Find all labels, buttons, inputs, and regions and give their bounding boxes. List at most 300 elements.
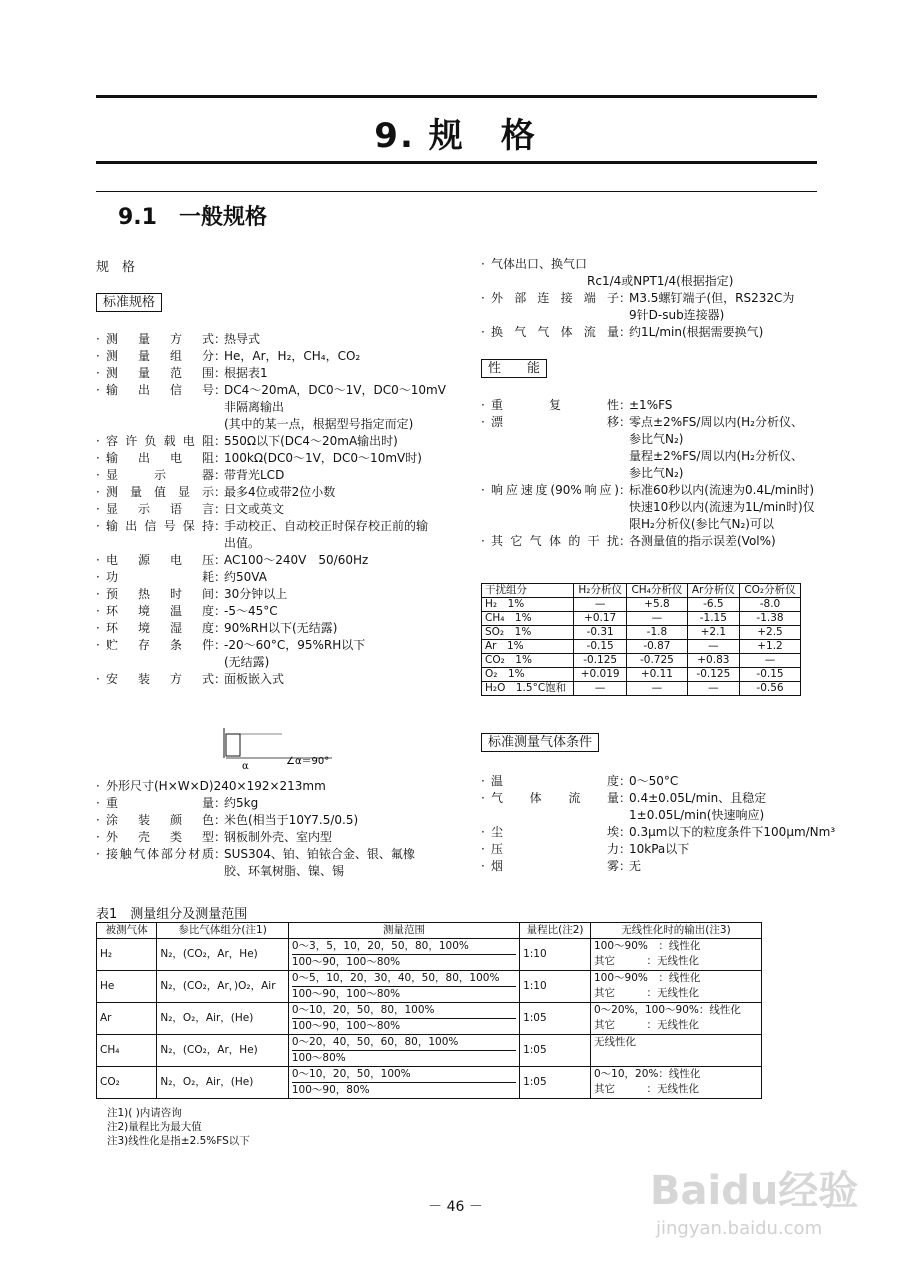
range-line: 100～90，100～80% bbox=[292, 986, 516, 1002]
colon: ： bbox=[619, 791, 632, 805]
spec-row bbox=[96, 795, 466, 812]
spec-row bbox=[96, 518, 466, 552]
table1-row bbox=[97, 939, 762, 971]
spec-value-line: 10kPa以下 bbox=[629, 842, 690, 856]
spec-value-line: 0～50°C bbox=[629, 774, 679, 788]
spec-key: 环境湿度 bbox=[106, 621, 214, 635]
spec-value bbox=[224, 484, 466, 501]
spec-key: 预热时间 bbox=[106, 587, 214, 601]
spec-row bbox=[481, 773, 821, 790]
spec-row bbox=[96, 671, 466, 688]
chapter-top-rule bbox=[96, 95, 817, 98]
colon: ： bbox=[214, 570, 227, 584]
spec-key: 容许负载电阻 bbox=[106, 434, 214, 448]
spec-value bbox=[224, 846, 466, 880]
bullet: · bbox=[481, 774, 485, 788]
interference-cell: — bbox=[687, 682, 739, 696]
spec-value-line: SUS304、铂、铂铱合金、银、氟橡 bbox=[224, 847, 415, 861]
table1-ratio-cell: 1:05 bbox=[520, 1003, 591, 1035]
spec-key: 重量 bbox=[106, 796, 214, 810]
colon: ： bbox=[214, 434, 227, 448]
colon: ： bbox=[214, 451, 227, 465]
spec-key: 安装方式 bbox=[106, 672, 214, 686]
spec-key: 涂装颜色 bbox=[106, 813, 214, 827]
spec-value bbox=[224, 552, 466, 569]
interference-cell: H₂ 1% bbox=[482, 598, 574, 612]
spec-key: 显示语言 bbox=[106, 502, 214, 516]
spec-value-line: 日文或英文 bbox=[224, 502, 285, 516]
spec-value-line: 零点±2%FS/周以内(H₂分析仪、 bbox=[629, 415, 803, 429]
bullet: · bbox=[481, 859, 485, 873]
spec-value-line: 带背光LCD bbox=[224, 468, 285, 482]
performance-spec-list bbox=[481, 397, 821, 550]
table1-header-row bbox=[97, 923, 762, 939]
spec-row bbox=[96, 552, 466, 569]
spec-key: 压力 bbox=[491, 842, 619, 856]
range-line: 0～10，20，50，80，100% bbox=[291, 1004, 435, 1016]
lin-line: 0～20%，100～90%：线性化 bbox=[593, 1004, 741, 1016]
spec-value bbox=[224, 795, 466, 812]
spec-row bbox=[96, 365, 466, 382]
spec-key: 电源电压 bbox=[106, 553, 214, 567]
interference-cell: -0.87 bbox=[627, 640, 688, 654]
interference-cell: — bbox=[574, 598, 627, 612]
spec-value-line: 0.4±0.05L/min、且稳定 bbox=[629, 791, 767, 805]
bullet: · bbox=[96, 587, 100, 601]
spec-row bbox=[481, 841, 821, 858]
interference-header-row bbox=[482, 584, 801, 598]
table1-range-cell bbox=[288, 1003, 519, 1035]
interference-header-cell: Ar分析仪 bbox=[687, 584, 739, 598]
spec-value bbox=[224, 812, 466, 829]
spec-value-line: -20～60°C，95%RH以下 bbox=[224, 638, 366, 652]
bullet: · bbox=[481, 842, 485, 856]
spec-value bbox=[224, 518, 466, 552]
colon: ： bbox=[214, 502, 227, 516]
spec-value-line: 钢板制外壳、室内型 bbox=[224, 830, 333, 844]
note-line: 注1)( )内请咨询 bbox=[107, 1107, 182, 1119]
table1-row bbox=[97, 971, 762, 1003]
table1-gas-cell: CH₄ bbox=[97, 1035, 157, 1067]
spec-value-line: 30分钟以上 bbox=[224, 587, 288, 601]
spec-key: 温度 bbox=[491, 774, 619, 788]
bullet: · bbox=[96, 434, 100, 448]
interference-cell: +0.019 bbox=[574, 668, 627, 682]
spec-key: 烟雾 bbox=[491, 859, 619, 873]
table1-ratio-cell: 1:05 bbox=[520, 1035, 591, 1067]
spec-row bbox=[96, 812, 466, 829]
colon: ： bbox=[214, 587, 227, 601]
section-rule bbox=[96, 191, 817, 192]
spec-value bbox=[224, 467, 466, 484]
spec-value bbox=[224, 348, 466, 365]
spec-key: 外形尺寸(H×W×D) bbox=[106, 779, 214, 793]
spec-value-line: 约5kg bbox=[224, 796, 259, 810]
bullet: · bbox=[96, 847, 100, 861]
spec-value-line: 参比气N₂) bbox=[629, 466, 684, 480]
colon: ： bbox=[619, 842, 632, 856]
colon: ： bbox=[214, 672, 227, 686]
note-line: 注3)线性化是指±2.5%FS以下 bbox=[107, 1135, 250, 1147]
spec-value-line: 参比气N₂) bbox=[629, 432, 684, 446]
bullet: · bbox=[481, 325, 485, 339]
spec-row bbox=[481, 256, 821, 290]
interference-row bbox=[482, 598, 801, 612]
spec-key: 漂移 bbox=[491, 415, 619, 429]
spec-value-line: AC100～240V 50/60Hz bbox=[224, 553, 369, 567]
range-line: 100～90，100～80% bbox=[292, 954, 516, 970]
interference-row bbox=[482, 612, 801, 626]
spec-key: 外壳类型 bbox=[106, 830, 214, 844]
table1-ref-cell: N₂，(CO₂，Ar，He) bbox=[157, 939, 289, 971]
bullet: · bbox=[481, 415, 485, 429]
spec-value bbox=[629, 841, 821, 858]
colon: ： bbox=[619, 291, 632, 305]
spec-value-line: 手动校正、自动校正时保存校正前的输 bbox=[224, 519, 429, 533]
interference-cell: +0.83 bbox=[687, 654, 739, 668]
interference-cell: Ar 1% bbox=[482, 640, 574, 654]
spec-value-line: 量程±2%FS/周以内(H₂分析仪、 bbox=[629, 449, 803, 463]
colon: ： bbox=[619, 859, 632, 873]
interference-cell: -6.5 bbox=[687, 598, 739, 612]
standard-spec-label: 标准规格 bbox=[96, 293, 162, 312]
spec-value-line: 9针D-sub连接器) bbox=[629, 308, 725, 322]
interference-cell: -0.725 bbox=[627, 654, 688, 668]
spec-row bbox=[481, 790, 821, 824]
spec-row bbox=[481, 414, 821, 482]
spec-value-line: He，Ar，H₂，CH₄，CO₂ bbox=[224, 349, 361, 363]
spec-row bbox=[96, 778, 466, 795]
colon: ： bbox=[214, 332, 227, 346]
spec-row bbox=[96, 382, 466, 433]
spec-value bbox=[224, 569, 466, 586]
interference-cell: -0.125 bbox=[574, 654, 627, 668]
spec-key: 尘埃 bbox=[491, 825, 619, 839]
spec-value bbox=[629, 858, 821, 875]
outlet-spec-list bbox=[481, 256, 821, 341]
spec-value-line: 米色(相当于10Y7.5/0.5) bbox=[224, 813, 359, 827]
lin-line bbox=[594, 1050, 758, 1065]
spec-row bbox=[96, 484, 466, 501]
table1-ratio-cell: 1:10 bbox=[520, 939, 591, 971]
interference-cell: -0.125 bbox=[687, 668, 739, 682]
bullet: · bbox=[96, 779, 100, 793]
bullet: · bbox=[481, 825, 485, 839]
range-line: 0～10，20，50，100% bbox=[291, 1068, 411, 1080]
bullet: · bbox=[96, 570, 100, 584]
interference-cell: +1.2 bbox=[739, 640, 800, 654]
range-line: 100～90，80% bbox=[292, 1082, 516, 1098]
spec-value-line: DC4～20mA，DC0～1V，DC0～10mV bbox=[224, 383, 446, 397]
std-gas-spec-list bbox=[481, 773, 836, 875]
bullet: · bbox=[96, 451, 100, 465]
table1-header-cell: 无线性化时的输出(注3) bbox=[590, 923, 761, 939]
bullet: · bbox=[96, 468, 100, 482]
interference-header-cell: CO₂分析仪 bbox=[739, 584, 800, 598]
spec-value-line: 热导式 bbox=[224, 332, 261, 346]
spec-value bbox=[629, 397, 821, 414]
spec-value-line: 0.3μm以下的粒度条件下100μm/Nm³ bbox=[629, 825, 836, 839]
spec-value-line: 各测量值的指示误差(Vol%) bbox=[629, 534, 776, 548]
colon: ： bbox=[214, 349, 227, 363]
alpha-symbol: α bbox=[242, 761, 249, 772]
interference-table bbox=[481, 583, 801, 696]
spec-value bbox=[224, 331, 466, 348]
mounting-angle-diagram bbox=[222, 726, 342, 772]
interference-cell: -1.38 bbox=[739, 612, 800, 626]
spec-value bbox=[224, 501, 466, 518]
spec-value bbox=[224, 829, 466, 846]
interference-cell: -0.56 bbox=[739, 682, 800, 696]
colon: ： bbox=[214, 847, 227, 861]
bullet: · bbox=[96, 553, 100, 567]
spec-row bbox=[96, 569, 466, 586]
colon: ： bbox=[214, 621, 227, 635]
colon: ： bbox=[214, 830, 227, 844]
bullet: · bbox=[96, 519, 100, 533]
spec-value-line: 根据表1 bbox=[224, 366, 268, 380]
colon: ： bbox=[619, 325, 632, 339]
bullet: · bbox=[481, 534, 485, 548]
spec-value-line: (无结露) bbox=[224, 655, 270, 669]
bullet: · bbox=[96, 796, 100, 810]
range-line: 100～90，100～80% bbox=[292, 1018, 516, 1034]
bullet: · bbox=[96, 621, 100, 635]
std-gas-label: 标准测量气体条件 bbox=[481, 733, 599, 752]
interference-cell: -0.15 bbox=[739, 668, 800, 682]
spec-value bbox=[224, 365, 466, 382]
table1-lin-cell bbox=[590, 939, 761, 971]
spec-value-line: 约1L/min(根据需要换气) bbox=[629, 325, 764, 339]
bullet: · bbox=[96, 349, 100, 363]
interference-cell: -0.15 bbox=[574, 640, 627, 654]
spec-key: 输出电阻 bbox=[106, 451, 214, 465]
table1-range-cell bbox=[288, 1067, 519, 1099]
table1-ref-cell: N₂，(CO₂，Ar，He) bbox=[157, 1035, 289, 1067]
spec-value bbox=[224, 382, 466, 433]
spec-row bbox=[481, 482, 821, 533]
table1-title: 表1 测量组分及测量范围 bbox=[96, 907, 248, 922]
spec-value-line: 无 bbox=[629, 859, 642, 873]
interference-cell: -1.8 bbox=[627, 626, 688, 640]
spec-value-line: 240×192×213mm bbox=[213, 779, 326, 793]
interference-header-cell: CH₄分析仪 bbox=[627, 584, 688, 598]
spec-value-line: 90%RH以下(无结露) bbox=[224, 621, 338, 635]
spec-key: 贮存条件 bbox=[106, 638, 214, 652]
spec-value bbox=[629, 773, 821, 790]
baidu-watermark-logo bbox=[646, 1150, 886, 1246]
table1-row bbox=[97, 1003, 762, 1035]
spec-row bbox=[96, 620, 466, 637]
table1-lin-cell bbox=[590, 1067, 761, 1099]
spec-row bbox=[481, 858, 821, 875]
range-line: 0～3，5，10，20，50，80，100% bbox=[291, 940, 469, 952]
table1-range-cell bbox=[288, 1035, 519, 1067]
interference-row bbox=[482, 682, 801, 696]
range-line: 100～80% bbox=[292, 1050, 516, 1066]
spec-value-line: 约50VA bbox=[224, 570, 267, 584]
spec-key: 显示器 bbox=[106, 468, 214, 482]
table1-header-cell: 参比气体组分(注1) bbox=[157, 923, 289, 939]
table1-gas-cell: He bbox=[97, 971, 157, 1003]
interference-cell: +5.8 bbox=[627, 598, 688, 612]
lin-line: 100～90% ：线性化 bbox=[593, 940, 701, 952]
interference-row bbox=[482, 626, 801, 640]
spec-row bbox=[96, 637, 466, 671]
section-title: 9.1 一般规格 bbox=[118, 205, 267, 230]
range-line: 0～5，10，20，30，40，50，80，100% bbox=[291, 972, 500, 984]
spec-key: 测量方式 bbox=[106, 332, 214, 346]
table1-lin-cell bbox=[590, 1035, 761, 1067]
interference-cell: +0.17 bbox=[574, 612, 627, 626]
spec-value-line: (其中的某一点，根据型号指定而定) bbox=[224, 417, 414, 431]
table-notes bbox=[107, 1106, 250, 1148]
table1-ratio-cell: 1:05 bbox=[520, 1067, 591, 1099]
colon: ： bbox=[214, 638, 227, 652]
spec-key: 外部连接端子 bbox=[491, 291, 619, 305]
spec-row bbox=[481, 290, 821, 324]
table1-ref-cell: N₂，(CO₂，Ar，)O₂，Air bbox=[157, 971, 289, 1003]
bullet: · bbox=[96, 366, 100, 380]
note-line: 注2)量程比为最大值 bbox=[107, 1121, 202, 1133]
colon: ： bbox=[214, 813, 227, 827]
colon: ： bbox=[214, 796, 227, 810]
interference-cell: +2.5 bbox=[739, 626, 800, 640]
table1-header-cell: 量程比(注2) bbox=[520, 923, 591, 939]
bullet: · bbox=[481, 291, 485, 305]
spec-key: 输出信号保持 bbox=[106, 519, 214, 533]
colon: ： bbox=[214, 366, 227, 380]
angle-label: ∠α＝90° bbox=[286, 756, 330, 767]
spec-row bbox=[481, 324, 821, 341]
bullet: · bbox=[96, 672, 100, 686]
bullet: · bbox=[481, 483, 485, 497]
chapter-title: 9. 规 格 bbox=[374, 116, 537, 156]
spec-value bbox=[629, 790, 821, 824]
table1-gas-cell: H₂ bbox=[97, 939, 157, 971]
lin-line: 其它 ：无线性化 bbox=[593, 1083, 699, 1095]
table1-range-cell bbox=[288, 939, 519, 971]
spec-row bbox=[481, 533, 821, 550]
spec-row bbox=[96, 846, 466, 880]
spec-value bbox=[224, 671, 466, 688]
spec-value bbox=[214, 778, 466, 795]
watermark-url: jingyan.baidu.com bbox=[656, 1218, 823, 1239]
spec-value-line: -5～45°C bbox=[224, 604, 278, 618]
colon: ： bbox=[619, 825, 632, 839]
table1-ratio-cell: 1:10 bbox=[520, 971, 591, 1003]
page-number: － 46 － bbox=[428, 1199, 483, 1215]
colon: ： bbox=[214, 604, 227, 618]
spec-value-line: 快速10秒以内(流速为1L/min时)仅 bbox=[629, 500, 815, 514]
interference-cell: CO₂ 1% bbox=[482, 654, 574, 668]
table1-gas-cell: CO₂ bbox=[97, 1067, 157, 1099]
spec-row bbox=[96, 603, 466, 620]
interference-cell: -8.0 bbox=[739, 598, 800, 612]
spec-value-line: ±1%FS bbox=[629, 398, 673, 412]
colon: ： bbox=[214, 468, 227, 482]
spec-value-line: 限H₂分析仪(参比气N₂)可以 bbox=[629, 517, 774, 531]
colon: ： bbox=[214, 553, 227, 567]
bullet: · bbox=[96, 383, 100, 397]
spec-value bbox=[629, 414, 821, 482]
spec-row bbox=[96, 501, 466, 518]
lin-line: 其它 ：无线性化 bbox=[593, 987, 699, 999]
spec-key: 气体出口、换气口 bbox=[491, 257, 588, 271]
bullet: · bbox=[96, 830, 100, 844]
interference-header-cell: H₂分析仪 bbox=[574, 584, 627, 598]
interference-header-cell: 干扰组分 bbox=[482, 584, 574, 598]
bullet: · bbox=[96, 638, 100, 652]
spec-key: 接触气体部分材质 bbox=[106, 847, 214, 861]
spec-value bbox=[224, 603, 466, 620]
spec-value-line: 550Ω以下(DC4～20mA输出时) bbox=[224, 434, 398, 448]
spec-key: 测量值显示 bbox=[106, 485, 214, 499]
interference-cell: — bbox=[627, 612, 688, 626]
spec-value-line: Rc1/4或NPT1/4(根据指定) bbox=[587, 274, 734, 288]
interference-cell: — bbox=[687, 640, 739, 654]
standard-spec-list bbox=[96, 331, 466, 688]
bullet: · bbox=[96, 502, 100, 516]
bullet: · bbox=[96, 813, 100, 827]
interference-row bbox=[482, 654, 801, 668]
table1-header-cell: 测量范围 bbox=[288, 923, 519, 939]
spec-row bbox=[481, 824, 836, 841]
spec-row bbox=[96, 331, 466, 348]
table1-lin-cell bbox=[590, 971, 761, 1003]
table1-ref-cell: N₂，O₂，Air，(He) bbox=[157, 1003, 289, 1035]
spec-key: 其它气体的干扰 bbox=[491, 534, 619, 548]
watermark-brand: Baidu经验 bbox=[650, 1168, 859, 1214]
spec-row bbox=[481, 397, 821, 414]
chapter-bottom-rule bbox=[96, 161, 817, 164]
interference-cell: O₂ 1% bbox=[482, 668, 574, 682]
table1-gas-cell: Ar bbox=[97, 1003, 157, 1035]
bullet: · bbox=[481, 257, 485, 271]
lin-line: 其它 ：无线性化 bbox=[593, 955, 699, 967]
spec-value bbox=[587, 256, 821, 290]
lin-line: 100～90% ：线性化 bbox=[593, 972, 701, 984]
table1-row bbox=[97, 1035, 762, 1067]
spec-key: 换气气体流量 bbox=[491, 325, 619, 339]
spec-value bbox=[629, 482, 821, 533]
spec-value bbox=[224, 637, 466, 671]
spec-key: 气体流量 bbox=[491, 791, 619, 805]
bullet: · bbox=[481, 791, 485, 805]
spec-value-line bbox=[587, 256, 821, 273]
range-line: 0～20，40，50，60，80，100% bbox=[291, 1036, 459, 1048]
colon: ： bbox=[619, 415, 632, 429]
interference-cell: — bbox=[627, 682, 688, 696]
measurement-range-table bbox=[96, 922, 762, 1099]
bullet: · bbox=[96, 485, 100, 499]
spec-value-line: 出值。 bbox=[224, 536, 261, 550]
spec-value-line: 1±0.05L/min(快速响应) bbox=[629, 808, 765, 822]
interference-cell: +2.1 bbox=[687, 626, 739, 640]
spec-value bbox=[629, 290, 821, 324]
table1-ref-cell: N₂，O₂，Air，(He) bbox=[157, 1067, 289, 1099]
spec-value bbox=[224, 620, 466, 637]
spec-row bbox=[96, 433, 466, 450]
table1-range-cell bbox=[288, 971, 519, 1003]
interference-cell: — bbox=[739, 654, 800, 668]
spec-row bbox=[96, 348, 466, 365]
spec-value-line: M3.5螺钉端子(但，RS232C为 bbox=[629, 291, 795, 305]
interference-cell: -0.31 bbox=[574, 626, 627, 640]
spec-value bbox=[629, 533, 821, 550]
interference-cell: +0.11 bbox=[627, 668, 688, 682]
interference-cell: CH₄ 1% bbox=[482, 612, 574, 626]
